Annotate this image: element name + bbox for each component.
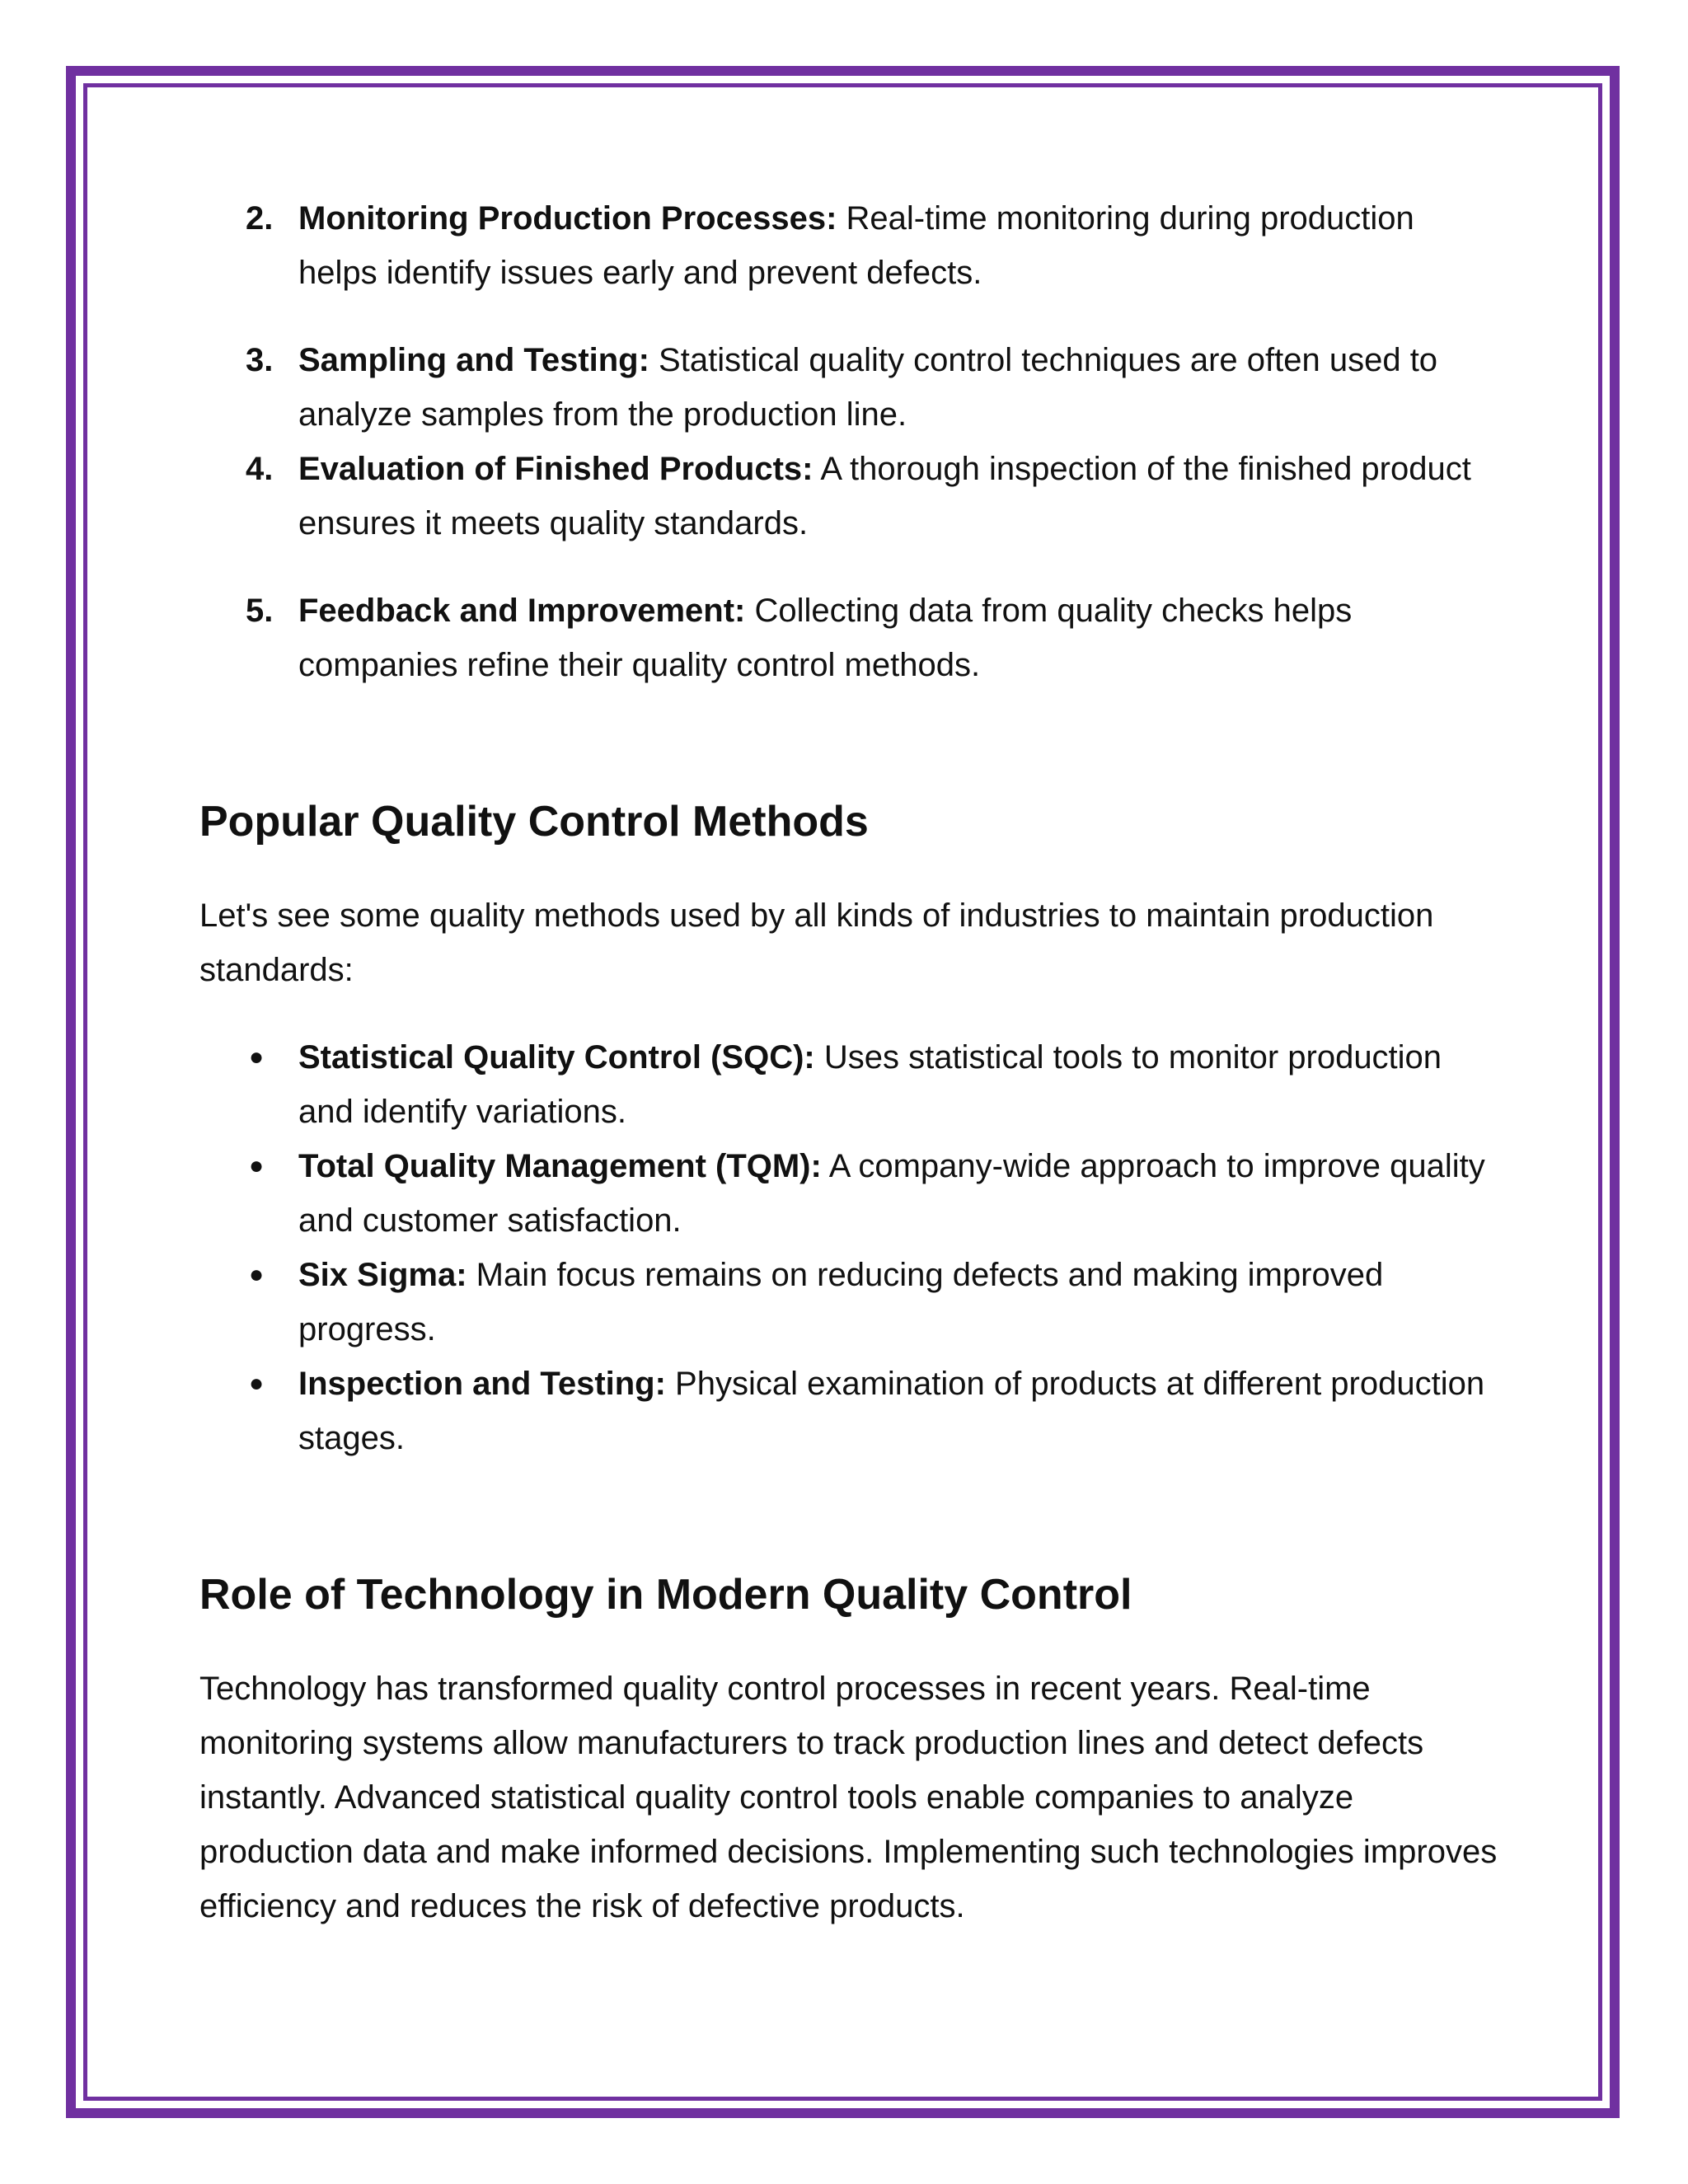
list-number: 4. (246, 451, 274, 487)
technology-paragraph: Technology has transformed quality control processes in recent years. Real-time monitoring systems allow manufacturers to track production lines and detect defects instantly. Advanced statistical quality control tools enable companies to analyze production data and make informed decisions. Implementing such technologies improves efficiency and reduces the risk of defective products. (199, 1671, 1498, 1924)
list-item-term: Statistical Quality Control (SQC): (298, 1039, 815, 1076)
list-item (199, 191, 1502, 300)
list-item-text: Uses statistical tools to monitor production and identify variations. (298, 1039, 1442, 1130)
bullet-icon: ● (249, 1370, 265, 1397)
list-item-term: Feedback and Improvement: (298, 593, 746, 629)
list-item-term: Sampling and Testing: (298, 342, 649, 378)
methods-bullet-list (199, 1030, 1502, 1465)
bullet-icon: ● (249, 1261, 265, 1288)
document-content (199, 191, 1502, 1933)
list-item (199, 1248, 1502, 1357)
list-item-text: A company-wide approach to improve quality and customer satisfaction. (298, 1148, 1485, 1239)
list-item-text: Collecting data from quality checks helps companies refine their quality control methods. (298, 593, 1353, 683)
list-item-text: Main focus remains on reducing defects and making improved progress. (298, 1257, 1384, 1347)
list-item-term: Inspection and Testing: (298, 1366, 666, 1402)
list-item-term: Total Quality Management (TQM): (298, 1148, 822, 1184)
list-item-text: A thorough inspection of the finished product ensures it meets quality standards. (298, 451, 1471, 541)
list-item (199, 583, 1502, 692)
bullet-icon: ● (249, 1043, 265, 1071)
list-item-text: Real-time monitoring during production helps identify issues early and prevent defects. (298, 200, 1414, 291)
list-item (199, 333, 1502, 442)
list-item (199, 1030, 1502, 1139)
list-item (199, 1357, 1502, 1465)
list-item-term: Six Sigma: (298, 1257, 467, 1293)
list-number: 2. (246, 200, 274, 237)
list-item-term: Monitoring Production Processes: (298, 200, 837, 237)
numbered-steps-list (199, 191, 1502, 692)
list-number: 3. (246, 342, 274, 378)
list-item-text: Statistical quality control techniques are often used to analyze samples from the production line. (298, 342, 1438, 433)
section-heading-technology: Role of Technology in Modern Quality Control (199, 1571, 1132, 1619)
list-item (199, 442, 1502, 551)
list-item-text: Physical examination of products at different production stages. (298, 1366, 1485, 1456)
methods-intro-paragraph: Let's see some quality methods used by all kinds of industries to maintain production standards: (199, 898, 1434, 988)
list-item (199, 1139, 1502, 1248)
list-item-term: Evaluation of Finished Products: (298, 451, 814, 487)
bullet-icon: ● (249, 1152, 265, 1179)
list-number: 5. (246, 593, 274, 629)
section-heading-methods: Popular Quality Control Methods (199, 798, 869, 846)
